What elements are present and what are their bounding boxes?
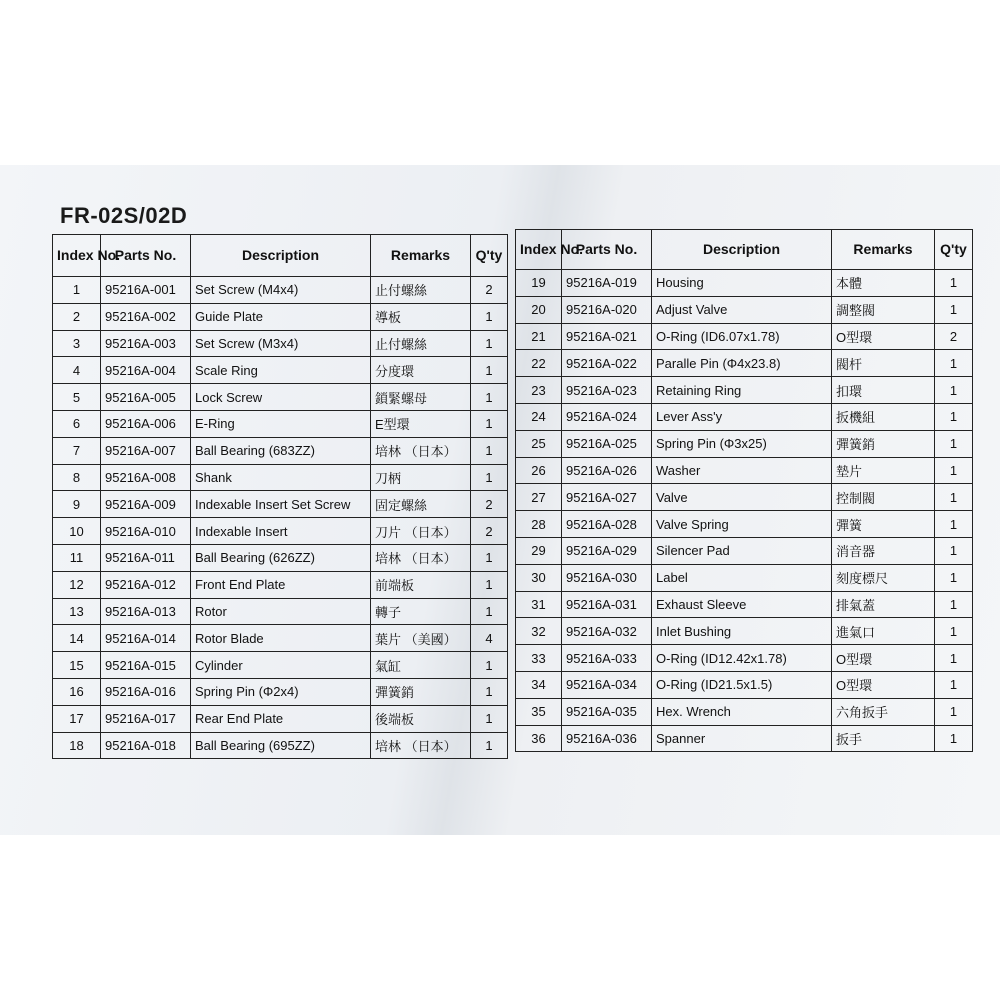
- cell-description: Ball Bearing (683ZZ): [191, 437, 371, 464]
- cell-remarks: 刀柄: [371, 464, 471, 491]
- cell-qty: 2: [471, 491, 508, 518]
- cell-parts-no: 95216A-007: [101, 437, 191, 464]
- cell-qty: 1: [935, 350, 973, 377]
- cell-qty: 2: [935, 323, 973, 350]
- table-row: [516, 618, 973, 645]
- cell-parts-no: 95216A-026: [562, 457, 652, 484]
- cell-index: 25: [516, 430, 562, 457]
- cell-index: 33: [516, 645, 562, 672]
- cell-remarks: 培林 （日本）: [371, 437, 471, 464]
- cell-remarks: 培林 （日本）: [371, 732, 471, 759]
- cell-index: 6: [53, 410, 101, 437]
- table-row: [53, 330, 508, 357]
- cell-remarks: 刀片 （日本）: [371, 518, 471, 545]
- cell-parts-no: 95216A-031: [562, 591, 652, 618]
- cell-parts-no: 95216A-035: [562, 698, 652, 725]
- cell-description: Rotor: [191, 598, 371, 625]
- cell-description: Spring Pin (Φ2x4): [191, 678, 371, 705]
- header-index: Index No.: [516, 230, 562, 270]
- table-row: [516, 725, 973, 752]
- table-row: [516, 350, 973, 377]
- cell-parts-no: 95216A-017: [101, 705, 191, 732]
- cell-index: 11: [53, 544, 101, 571]
- cell-description: O-Ring (ID21.5x1.5): [652, 671, 832, 698]
- cell-parts-no: 95216A-033: [562, 645, 652, 672]
- cell-remarks: 止付螺絲: [371, 277, 471, 304]
- cell-qty: 1: [471, 705, 508, 732]
- cell-index: 2: [53, 303, 101, 330]
- table-header-row: [516, 230, 973, 270]
- cell-qty: 1: [935, 296, 973, 323]
- cell-remarks: 閥杆: [832, 350, 935, 377]
- header-parts-no: Parts No.: [562, 230, 652, 270]
- cell-parts-no: 95216A-002: [101, 303, 191, 330]
- cell-remarks: 扳手: [832, 725, 935, 752]
- cell-description: Rotor Blade: [191, 625, 371, 652]
- table-row: [516, 270, 973, 297]
- table-row: [53, 491, 508, 518]
- table-row: [516, 591, 973, 618]
- cell-qty: 1: [471, 571, 508, 598]
- cell-index: 18: [53, 732, 101, 759]
- cell-parts-no: 95216A-029: [562, 537, 652, 564]
- cell-parts-no: 95216A-019: [562, 270, 652, 297]
- cell-index: 21: [516, 323, 562, 350]
- cell-remarks: 後端板: [371, 705, 471, 732]
- cell-remarks: O型環: [832, 671, 935, 698]
- cell-description: Inlet Bushing: [652, 618, 832, 645]
- table-row: [53, 277, 508, 304]
- cell-description: Lock Screw: [191, 384, 371, 411]
- cell-parts-no: 95216A-036: [562, 725, 652, 752]
- cell-description: Ball Bearing (626ZZ): [191, 544, 371, 571]
- cell-description: Rear End Plate: [191, 705, 371, 732]
- cell-qty: 1: [471, 652, 508, 679]
- table-row: [516, 323, 973, 350]
- cell-description: Spanner: [652, 725, 832, 752]
- cell-index: 16: [53, 678, 101, 705]
- cell-description: Paralle Pin (Φ4x23.8): [652, 350, 832, 377]
- table-row: [53, 410, 508, 437]
- cell-index: 12: [53, 571, 101, 598]
- cell-parts-no: 95216A-027: [562, 484, 652, 511]
- cell-remarks: 排氣蓋: [832, 591, 935, 618]
- table-row: [53, 598, 508, 625]
- cell-index: 14: [53, 625, 101, 652]
- cell-parts-no: 95216A-003: [101, 330, 191, 357]
- table-row: [53, 384, 508, 411]
- header-description: Description: [191, 235, 371, 277]
- cell-qty: 1: [471, 410, 508, 437]
- cell-parts-no: 95216A-034: [562, 671, 652, 698]
- table-row: [53, 437, 508, 464]
- cell-qty: 1: [935, 484, 973, 511]
- cell-description: Silencer Pad: [652, 537, 832, 564]
- cell-parts-no: 95216A-016: [101, 678, 191, 705]
- cell-index: 3: [53, 330, 101, 357]
- cell-qty: 1: [935, 725, 973, 752]
- cell-description: Hex. Wrench: [652, 698, 832, 725]
- cell-qty: 1: [935, 564, 973, 591]
- cell-parts-no: 95216A-011: [101, 544, 191, 571]
- cell-remarks: O型環: [832, 323, 935, 350]
- header-parts-no: Parts No.: [101, 235, 191, 277]
- cell-index: 29: [516, 537, 562, 564]
- cell-description: Front End Plate: [191, 571, 371, 598]
- cell-qty: 1: [471, 330, 508, 357]
- table-row: [516, 537, 973, 564]
- cell-qty: 1: [935, 403, 973, 430]
- cell-qty: 1: [471, 357, 508, 384]
- cell-parts-no: 95216A-028: [562, 511, 652, 538]
- parts-table-right: [515, 229, 973, 752]
- cell-remarks: 導板: [371, 303, 471, 330]
- cell-remarks: 調整閥: [832, 296, 935, 323]
- cell-description: Shank: [191, 464, 371, 491]
- cell-remarks: 扣環: [832, 377, 935, 404]
- table-row: [516, 698, 973, 725]
- cell-index: 31: [516, 591, 562, 618]
- cell-description: Adjust Valve: [652, 296, 832, 323]
- table-row: [516, 457, 973, 484]
- cell-qty: 1: [935, 698, 973, 725]
- cell-index: 4: [53, 357, 101, 384]
- cell-parts-no: 95216A-001: [101, 277, 191, 304]
- cell-remarks: 轉子: [371, 598, 471, 625]
- cell-index: 17: [53, 705, 101, 732]
- cell-remarks: 本體: [832, 270, 935, 297]
- cell-description: O-Ring (ID12.42x1.78): [652, 645, 832, 672]
- table-row: [53, 544, 508, 571]
- cell-index: 27: [516, 484, 562, 511]
- header-remarks: Remarks: [832, 230, 935, 270]
- table-row: [53, 357, 508, 384]
- cell-parts-no: 95216A-012: [101, 571, 191, 598]
- cell-remarks: 消音器: [832, 537, 935, 564]
- table-row: [53, 464, 508, 491]
- cell-qty: 1: [471, 384, 508, 411]
- cell-remarks: 鎖緊螺母: [371, 384, 471, 411]
- table-row: [53, 732, 508, 759]
- cell-parts-no: 95216A-032: [562, 618, 652, 645]
- cell-parts-no: 95216A-018: [101, 732, 191, 759]
- cell-remarks: 前端板: [371, 571, 471, 598]
- cell-remarks: 葉片 （美國）: [371, 625, 471, 652]
- cell-remarks: 固定螺絲: [371, 491, 471, 518]
- cell-parts-no: 95216A-008: [101, 464, 191, 491]
- cell-description: Cylinder: [191, 652, 371, 679]
- document-title: FR-02S/02D: [60, 203, 188, 228]
- table-row: [516, 296, 973, 323]
- cell-qty: 2: [471, 518, 508, 545]
- cell-remarks: 控制閥: [832, 484, 935, 511]
- table-row: [516, 564, 973, 591]
- header-qty: Q'ty: [471, 235, 508, 277]
- cell-parts-no: 95216A-023: [562, 377, 652, 404]
- header-qty: Q'ty: [935, 230, 973, 270]
- cell-description: Valve: [652, 484, 832, 511]
- cell-qty: 1: [471, 303, 508, 330]
- cell-index: 15: [53, 652, 101, 679]
- cell-description: Ball Bearing (695ZZ): [191, 732, 371, 759]
- cell-index: 23: [516, 377, 562, 404]
- cell-description: Spring Pin (Φ3x25): [652, 430, 832, 457]
- cell-description: E-Ring: [191, 410, 371, 437]
- cell-index: 22: [516, 350, 562, 377]
- cell-qty: 1: [471, 678, 508, 705]
- cell-qty: 1: [471, 437, 508, 464]
- cell-qty: 1: [471, 732, 508, 759]
- cell-remarks: 分度環: [371, 357, 471, 384]
- cell-parts-no: 95216A-010: [101, 518, 191, 545]
- table-row: [53, 303, 508, 330]
- table-row: [53, 518, 508, 545]
- cell-index: 13: [53, 598, 101, 625]
- cell-parts-no: 95216A-020: [562, 296, 652, 323]
- cell-parts-no: 95216A-005: [101, 384, 191, 411]
- cell-parts-no: 95216A-022: [562, 350, 652, 377]
- cell-qty: 2: [471, 277, 508, 304]
- cell-index: 10: [53, 518, 101, 545]
- table-row: [516, 430, 973, 457]
- cell-description: Housing: [652, 270, 832, 297]
- cell-description: Exhaust Sleeve: [652, 591, 832, 618]
- cell-description: Washer: [652, 457, 832, 484]
- cell-remarks: E型環: [371, 410, 471, 437]
- cell-remarks: 培林 （日本）: [371, 544, 471, 571]
- cell-remarks: O型環: [832, 645, 935, 672]
- cell-qty: 1: [471, 598, 508, 625]
- table-row: [53, 678, 508, 705]
- cell-qty: 1: [935, 511, 973, 538]
- cell-index: 35: [516, 698, 562, 725]
- cell-description: Label: [652, 564, 832, 591]
- table-row: [53, 652, 508, 679]
- cell-index: 7: [53, 437, 101, 464]
- cell-description: Lever Ass'y: [652, 403, 832, 430]
- table-row: [516, 511, 973, 538]
- cell-qty: 1: [935, 591, 973, 618]
- table-row: [516, 377, 973, 404]
- cell-qty: 4: [471, 625, 508, 652]
- cell-remarks: 氣缸: [371, 652, 471, 679]
- cell-description: Guide Plate: [191, 303, 371, 330]
- cell-description: Retaining Ring: [652, 377, 832, 404]
- cell-description: Valve Spring: [652, 511, 832, 538]
- cell-description: O-Ring (ID6.07x1.78): [652, 323, 832, 350]
- cell-index: 1: [53, 277, 101, 304]
- cell-index: 19: [516, 270, 562, 297]
- table-row: [516, 671, 973, 698]
- cell-qty: 1: [935, 645, 973, 672]
- cell-parts-no: 95216A-021: [562, 323, 652, 350]
- cell-parts-no: 95216A-015: [101, 652, 191, 679]
- header-remarks: Remarks: [371, 235, 471, 277]
- cell-parts-no: 95216A-024: [562, 403, 652, 430]
- cell-remarks: 扳機組: [832, 403, 935, 430]
- cell-parts-no: 95216A-006: [101, 410, 191, 437]
- cell-index: 28: [516, 511, 562, 538]
- cell-remarks: 墊片: [832, 457, 935, 484]
- table-row: [516, 484, 973, 511]
- cell-remarks: 止付螺絲: [371, 330, 471, 357]
- cell-index: 34: [516, 671, 562, 698]
- cell-description: Set Screw (M3x4): [191, 330, 371, 357]
- cell-description: Indexable Insert Set Screw: [191, 491, 371, 518]
- cell-description: Scale Ring: [191, 357, 371, 384]
- table-row: [53, 571, 508, 598]
- cell-remarks: 彈簧銷: [832, 430, 935, 457]
- cell-remarks: 六角扳手: [832, 698, 935, 725]
- table-row: [53, 705, 508, 732]
- cell-index: 26: [516, 457, 562, 484]
- table-row: [53, 625, 508, 652]
- cell-index: 36: [516, 725, 562, 752]
- cell-index: 24: [516, 403, 562, 430]
- cell-remarks: 進氣口: [832, 618, 935, 645]
- header-index: Index No.: [53, 235, 101, 277]
- parts-table-left: [52, 234, 508, 759]
- cell-qty: 1: [935, 270, 973, 297]
- cell-index: 30: [516, 564, 562, 591]
- cell-qty: 1: [935, 618, 973, 645]
- cell-description: Set Screw (M4x4): [191, 277, 371, 304]
- cell-qty: 1: [471, 544, 508, 571]
- cell-parts-no: 95216A-009: [101, 491, 191, 518]
- cell-description: Indexable Insert: [191, 518, 371, 545]
- cell-parts-no: 95216A-004: [101, 357, 191, 384]
- cell-remarks: 彈簧: [832, 511, 935, 538]
- cell-parts-no: 95216A-030: [562, 564, 652, 591]
- cell-qty: 1: [471, 464, 508, 491]
- cell-remarks: 彈簧銷: [371, 678, 471, 705]
- header-description: Description: [652, 230, 832, 270]
- cell-qty: 1: [935, 537, 973, 564]
- cell-qty: 1: [935, 457, 973, 484]
- cell-remarks: 刻度標尺: [832, 564, 935, 591]
- cell-parts-no: 95216A-013: [101, 598, 191, 625]
- cell-qty: 1: [935, 671, 973, 698]
- cell-parts-no: 95216A-025: [562, 430, 652, 457]
- cell-index: 32: [516, 618, 562, 645]
- cell-qty: 1: [935, 377, 973, 404]
- cell-index: 9: [53, 491, 101, 518]
- cell-index: 5: [53, 384, 101, 411]
- cell-index: 8: [53, 464, 101, 491]
- table-row: [516, 403, 973, 430]
- cell-index: 20: [516, 296, 562, 323]
- table-header-row: [53, 235, 508, 277]
- table-row: [516, 645, 973, 672]
- cell-qty: 1: [935, 430, 973, 457]
- cell-parts-no: 95216A-014: [101, 625, 191, 652]
